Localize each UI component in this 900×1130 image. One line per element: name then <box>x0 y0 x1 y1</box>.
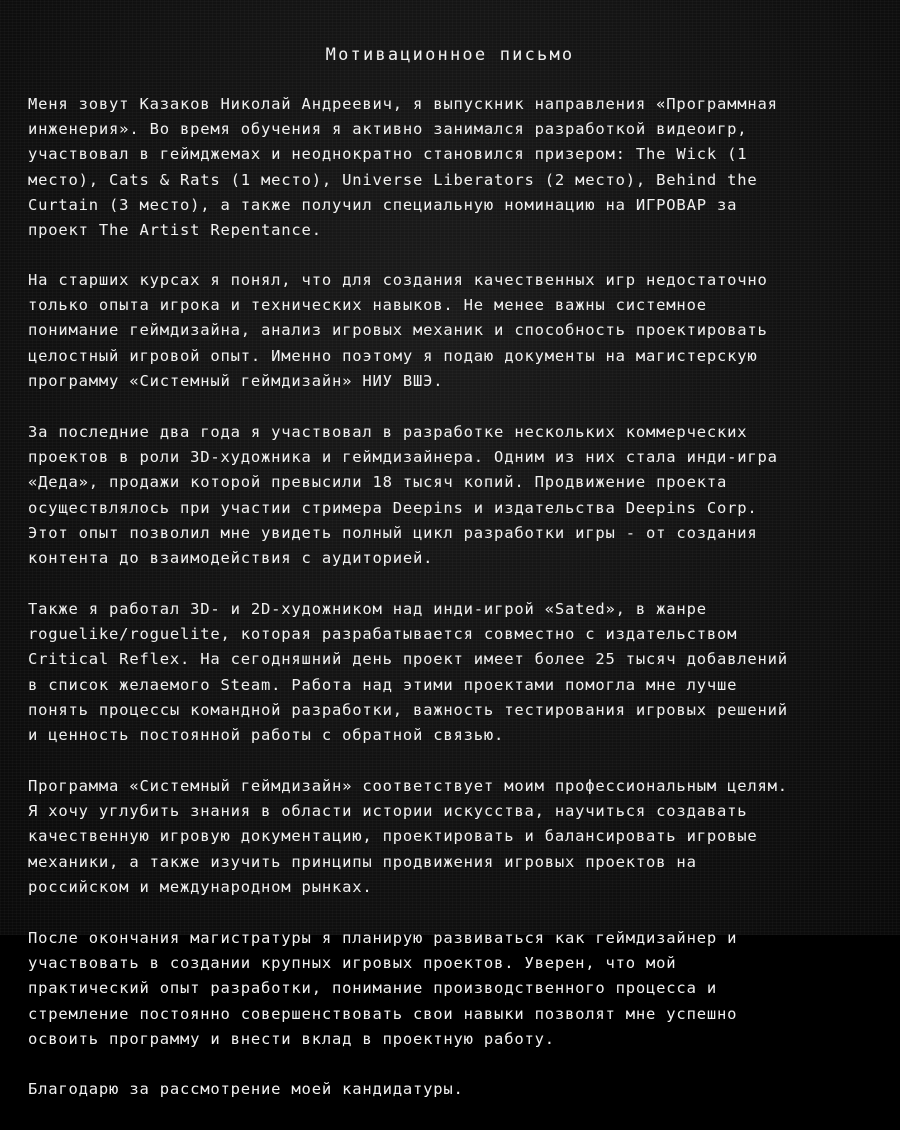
text-line: Также я работал 3D- и 2D-художником над инди-игрой «Sated», в жанре <box>28 600 707 618</box>
text-line: roguelike/roguelite, которая разрабатывается совместно с издательством <box>28 625 738 644</box>
text-line: За последние два года я участвовал в разработке нескольких коммерческих <box>28 423 748 441</box>
text-line: «Деда», продажи которой превысили 18 тысяч копий. Продвижение проекта <box>28 473 728 492</box>
paragraph-plans <box>28 926 878 1052</box>
text-line: и ценность постоянной работы с обратной связью. <box>28 725 505 744</box>
text-line: только опыта игрока и технических навыков. Не менее важны системное <box>28 296 707 315</box>
paragraph-experience <box>28 420 878 571</box>
text-line: участвовал в геймджемах и неоднократно становился призером: The Wick (1 <box>28 145 748 164</box>
text-line: Я хочу углубить знания в области истории искусства, научиться создавать <box>28 802 748 821</box>
text-line: Благодарю за рассмотрение моей кандидатуры. <box>28 1080 464 1098</box>
text-line: инженерия». Во время обучения я активно занимался разработкой видеоигр, <box>28 120 748 139</box>
text-line: практический опыт разработки, понимание производственного процесса и <box>28 979 717 998</box>
text-line: программу «Системный геймдизайн» НИУ ВШЭ. <box>28 371 444 390</box>
text-line: качественную игровую документацию, проектировать и балансировать игровые <box>28 827 758 846</box>
text-line: Программа «Системный геймдизайн» соответствует моим профессиональным целям. <box>28 777 788 795</box>
text-line: в список желаемого Steam. Работа над этими проектами помогла мне лучше <box>28 675 738 694</box>
text-line: целостный игровой опыт. Именно поэтому я подаю документы на магистерскую <box>28 346 758 365</box>
text-line: место), Cats & Rats (1 место), Universe Liberators (2 место), Behind the <box>28 170 758 189</box>
text-line: На старших курсах я понял, что для создания качественных игр недостаточно <box>28 271 768 289</box>
text-line: российском и международном рынках. <box>28 877 373 896</box>
text-line: участвовать в создании крупных игровых проектов. Уверен, что мой <box>28 954 677 973</box>
paragraph-program <box>28 774 878 900</box>
text-line: проект The Artist Repentance. <box>28 220 322 239</box>
text-line: понять процессы командной разработки, важность тестирования игровых решений <box>28 700 788 719</box>
text-line: Critical Reflex. На сегодняшний день проект имеет более 25 тысяч добавлений <box>28 650 788 669</box>
text-line: стремление постоянно совершенствовать свои навыки позволят мне успешно <box>28 1004 738 1023</box>
text-line: проектов в роли 3D-художника и геймдизайнера. Одним из них стала инди-игра <box>28 448 778 467</box>
paragraph-intro <box>28 92 878 243</box>
text-line: осуществлялось при участии стримера Deepins и издательства Deepins Corp. <box>28 498 758 517</box>
paragraph-sated <box>28 597 878 748</box>
text-line: Curtain (3 место), а также получил специальную номинацию на ИГРОВАР за <box>28 195 738 214</box>
text-line: Меня зовут Казаков Николай Андреевич, я выпускник направления «Программная <box>28 95 778 113</box>
text-line: Этот опыт позволил мне увидеть полный цикл разработки игры - от создания <box>28 523 758 542</box>
text-line: контента до взаимодействия с аудиторией. <box>28 548 434 567</box>
paragraph-closing <box>28 1077 878 1102</box>
letter-title: Мотивационное письмо <box>325 45 575 65</box>
text-line: После окончания магистратуры я планирую развиваться как геймдизайнер и <box>28 929 738 947</box>
text-line: механики, а также изучить принципы продвижения игровых проектов на <box>28 852 697 871</box>
text-line: освоить программу и внести вклад в проектную работу. <box>28 1029 555 1048</box>
paragraph-motivation <box>28 268 878 394</box>
text-line: понимание геймдизайна, анализ игровых механик и способность проектировать <box>28 321 768 340</box>
